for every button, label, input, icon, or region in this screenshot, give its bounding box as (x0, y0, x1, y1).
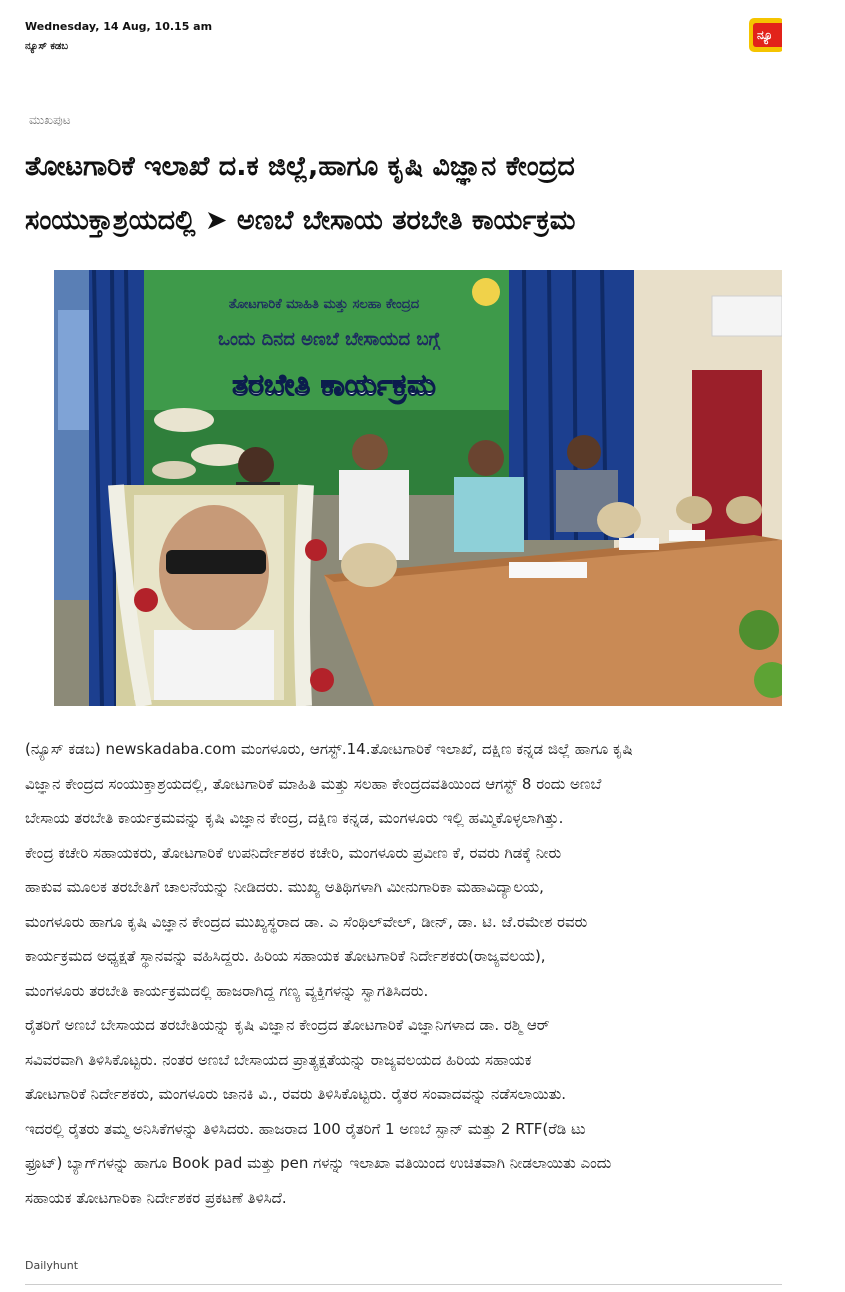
footer-divider (25, 1284, 782, 1285)
body-line: ವಿಜ್ಞಾನ ಕೇಂದ್ರದ ಸಂಯುಕ್ತಾಶ್ರಯದಲ್ಲಿ, ತೋಟಗಾರಿಕೆ ಮಾಹಿತಿ ಮತ್ತು ಸಲಹಾ ಕೇಂದ್ರದವತಿಯಿಂದ ಆಗಸ್ಟ್ 8 ರಂದು ಅಣಬೆ (25, 774, 602, 793)
banner-line-3: ತರಬೇತಿ ಕಾರ್ಯಕ್ರಮ (232, 368, 436, 403)
body-line: (ನ್ಯೂಸ್ ಕಡಬ) newskadaba.com ಮಂಗಳೂರು, ಆಗಸ್ಟ್.14.ತೋಟಗಾರಿಕೆ ಇಲಾಖೆ, ದಕ್ಷಿಣ ಕನ್ನಡ ಜಿಲ್ಲೆ ಹಾಗೂ ಕೃಷಿ (25, 740, 633, 758)
publisher-logo-text: ನ್ಯೂ (753, 23, 782, 47)
body-line: ಹಾಕುವ ಮೂಲಕ ತರಬೇತಿಗೆ ಚಾಲನೆಯನ್ನು ನೀಡಿದರು. ಮುಖ್ಯ ಅತಿಥಿಗಳಾಗಿ ಮೀನುಗಾರಿಕಾ ಮಹಾವಿದ್ಯಾಲಯ, (25, 878, 544, 896)
body-line: ಫ್ರೂಟ್) ಬ್ಯಾಗ್‌ಗಳನ್ನು ಹಾಗೂ Book pad ಮತ್ತು pen ಗಳನ್ನು ಇಲಾಖಾ ವತಿಯಿಂದ ಉಚಿತವಾಗಿ ನೀಡಲಾಯಿತು ಎಂದು (25, 1154, 612, 1172)
headline-line-1: ತೋಟಗಾರಿಕೆ ಇಲಾಖೆ ದ.ಕ ಜಿಲ್ಲೆ,ಹಾಗೂ ಕೃಷಿ ವಿಜ್ಞಾನ ಕೇಂದ್ರದ (25, 151, 575, 182)
event-photo-illustration (54, 270, 782, 706)
body-line: ಕಾರ್ಯಕ್ರಮದ ಅಧ್ಯಕ್ಷತೆ ಸ್ಥಾನವನ್ನು ವಹಿಸಿದ್ದರು. ಹಿರಿಯ ಸಹಾಯಕ ತೋಟಗಾರಿಕೆ ನಿರ್ದೇಶಕರು(ರಾಜ್ಯವಲಯ), (25, 947, 546, 965)
article-page (25, 0, 782, 1292)
body-line: ತೋಟಗಾರಿಕೆ ನಿರ್ದೇಶಕರು, ಮಂಗಳೂರು ಜಾನಕಿ ವಿ., ರವರು ತಿಳಿಸಿಕೊಟ್ಟರು. ರೈತರ ಸಂವಾದವನ್ನು ನಡೆಸಲಾಯಿತು. (25, 1085, 567, 1103)
headline-line-2: ಸಂಯುಕ್ತಾಶ್ರಯದಲ್ಲಿ ➤ ಅಣಬೆ ಬೇಸಾಯ ತರಬೇತಿ ಕಾರ್ಯಕ್ರಮ (25, 205, 576, 236)
body-line: ಕೇಂದ್ರ ಕಚೇರಿ ಸಹಾಯಕರು, ತೋಟಗಾರಿಕೆ ಉಪನಿರ್ದೇಶಕರ ಕಚೇರಿ, ಮಂಗಳೂರು ಪ್ರವೀಣ ಕೆ, ರವರು ಗಿಡಕ್ಕೆ ನೀರು (25, 843, 562, 862)
body-line: ರೈತರಿಗೆ ಅಣಬೆ ಬೇಸಾಯದ ತರಬೇತಿಯನ್ನು ಕೃಷಿ ವಿಜ್ಞಾನ ಕೇಂದ್ರದ ತೋಟಗಾರಿಕೆ ವಿಜ್ಞಾನಿಗಳಾದ ಡಾ. ರಶ್ಮಿ ಆರ್ (25, 1016, 550, 1034)
body-line: ಮಂಗಳೂರು ಹಾಗೂ ಕೃಷಿ ವಿಜ್ಞಾನ ಕೇಂದ್ರದ ಮುಖ್ಯಸ್ಥರಾದ ಡಾ. ಎ ಸೆಂಥಿಲ್‌ವೇಲ್, ಡೀನ್, ಡಾ. ಟಿ. ಜೆ.ರಮೇಶ ರವರು (25, 912, 588, 931)
body-line: ಸವಿವರವಾಗಿ ತಿಳಿಸಿಕೊಟ್ಟರು. ನಂತರ ಅಣಬೆ ಬೇಸಾಯದ ಪ್ರಾತ್ಯಕ್ಷತೆಯನ್ನು ರಾಜ್ಯವಲಯದ ಹಿರಿಯ ಸಹಾಯಕ (25, 1050, 532, 1069)
footer-source-label[interactable]: Dailyhunt (25, 1259, 79, 1272)
breadcrumb[interactable]: ಮುಖಪುಟ (29, 113, 71, 127)
body-line: ಇದರಲ್ಲಿ ರೈತರು ತಮ್ಮ ಅನಿಸಿಕೆಗಳನ್ನು ತಿಳಿಸಿದರು. ಹಾಜರಾದ 100 ರೈತರಿಗೆ 1 ಅಣಬೆ ಸ್ಪಾನ್ ಮತ್ತು 2 RTF(ರೆಡಿ ಟು (25, 1119, 586, 1138)
publisher-name[interactable]: ನ್ಯೂಸ್ ಕಡಬ (25, 41, 68, 52)
banner-line-1: ತೋಟಗಾರಿಕೆ ಮಾಹಿತಿ ಮತ್ತು ಸಲಹಾ ಕೇಂದ್ರದ (228, 297, 420, 312)
article-headline (25, 140, 782, 248)
article-photo[interactable] (54, 270, 782, 706)
publish-date: Wednesday, 14 Aug, 10.15 am (25, 20, 213, 33)
body-line: ಬೇಸಾಯ ತರಬೇತಿ ಕಾರ್ಯಕ್ರಮವನ್ನು ಕೃಷಿ ವಿಜ್ಞಾನ ಕೇಂದ್ರ, ದಕ್ಷಿಣ ಕನ್ನಡ, ಮಂಗಳೂರು ಇಲ್ಲಿ ಹಮ್ಮಿಕೊಳ್ಳಲಾಗಿತ್ತು. (25, 809, 564, 827)
article-header (25, 0, 782, 60)
body-line: ಸಹಾಯಕ ತೋಟಗಾರಿಕಾ ನಿರ್ದೇಶಕರ ಪ್ರಕಟಣೆ ತಿಳಿಸಿದೆ. (25, 1188, 287, 1207)
body-line: ಮಂಗಳೂರು ತರಬೇತಿ ಕಾರ್ಯಕ್ರಮದಲ್ಲಿ ಹಾಜರಾಗಿದ್ದ ಗಣ್ಯ ವ್ಯಕ್ತಿಗಳನ್ನು ಸ್ವಾಗತಿಸಿದರು. (25, 981, 429, 1000)
publisher-logo[interactable] (749, 18, 782, 52)
banner-line-2: ಒಂದು ದಿನದ ಅಣಬೆ ಬೇಸಾಯದ ಬಗ್ಗೆ (217, 329, 441, 350)
article-body (25, 732, 782, 1215)
